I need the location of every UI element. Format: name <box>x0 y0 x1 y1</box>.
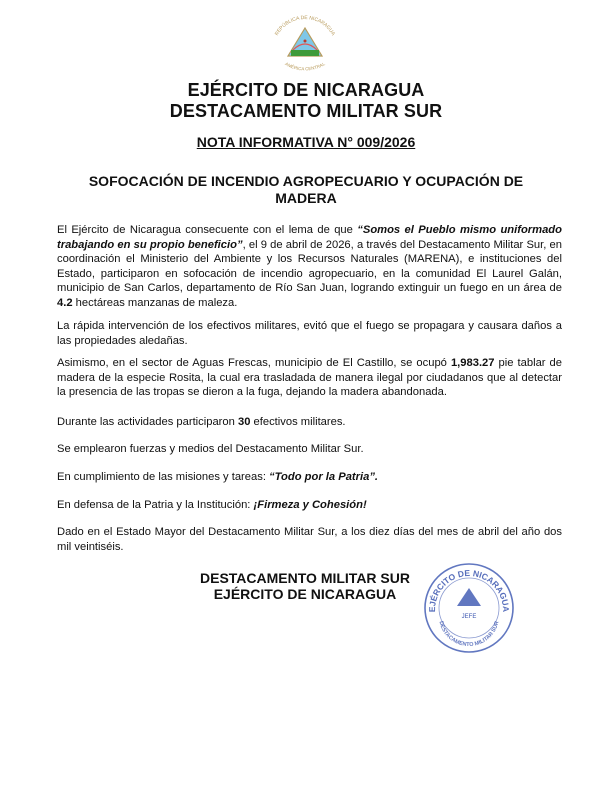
paragraph-defense-motto: En defensa de la Patria y la Institución: ¡Firmeza y Cohesión! <box>57 499 367 511</box>
svg-text:REPÚBLICA DE NICARAGUA: REPÚBLICA DE NICARAGUA <box>273 14 337 37</box>
paragraph-forces: Se emplearon fuerzas y medios del Destacamento Militar Sur. <box>57 443 364 455</box>
nicaragua-coat-of-arms-icon <box>264 14 346 74</box>
signature-army: EJÉRCITO DE NICARAGUA <box>213 586 397 602</box>
title-army: EJÉRCITO DE NICARAGUA <box>187 80 425 100</box>
paragraph-fire: El Ejército de Nicaragua consecuente con el lema de que “Somos el Pueblo mismo uniformado trabajando en su propio beneficio”, el 9 de abril de 2026, a través del Destacamento Militar Sur, en coordinación el Ministerio del Ambiente y los Recursos Naturales (MARENA), e instituciones del Estado, participaron en sofocación de incendio agropecuario, en la comunidad El Laurel Galán, municipio de San Carlos, departamento de Río San Juan, logrando extinguir un fuego en un área de 4.2 hectáreas manzanas de maleza. <box>57 224 562 309</box>
paragraph-date-place: Dado en el Estado Mayor del Destacamento Militar Sur, a los diez días del mes de abril del año dos mil veintiséis. <box>57 526 562 553</box>
svg-text:DESTACAMENTO MILITAR SUR: DESTACAMENTO MILITAR SUR <box>437 620 501 649</box>
svg-text:AMÉRICA CENTRAL: AMÉRICA CENTRAL <box>284 61 326 72</box>
note-number: NOTA INFORMATIVA N° 009/2026 <box>196 134 416 150</box>
paragraph-timber: Asimismo, en el sector de Aguas Frescas, municipio de El Castillo, se ocupó 1,983.27 pie tablar de madera de la especie Rosita, la cual era trasladada de manera ilegal por ciudadanos que al detectar la presencia de las tropas se dieron a la fuga, dejando la madera abandonada. <box>57 357 563 399</box>
paragraph-personnel: Durante las actividades participaron 30 efectivos militares. <box>57 416 346 428</box>
paragraph-intervention: La rápida intervención de los efectivos militares, evitó que el fuego se propagara y causara daños a las propiedades aledañas. <box>57 320 562 347</box>
note-subject: SOFOCACIÓN DE INCENDIO AGROPECUARIO Y OCUPACIÓN DE MADERA <box>88 173 524 206</box>
title-detachment: DESTACAMENTO MILITAR SUR <box>169 101 443 121</box>
official-stamp-icon <box>421 560 517 656</box>
signature-detachment: DESTACAMENTO MILITAR SUR <box>200 570 410 586</box>
svg-text:EJÉRCITO DE NICARAGUA: EJÉRCITO DE NICARAGUA <box>426 567 512 613</box>
svg-text:JEFE: JEFE <box>461 614 477 620</box>
paragraph-mission-motto: En cumplimiento de las misiones y tareas: “Todo por la Patria”. <box>57 471 379 483</box>
